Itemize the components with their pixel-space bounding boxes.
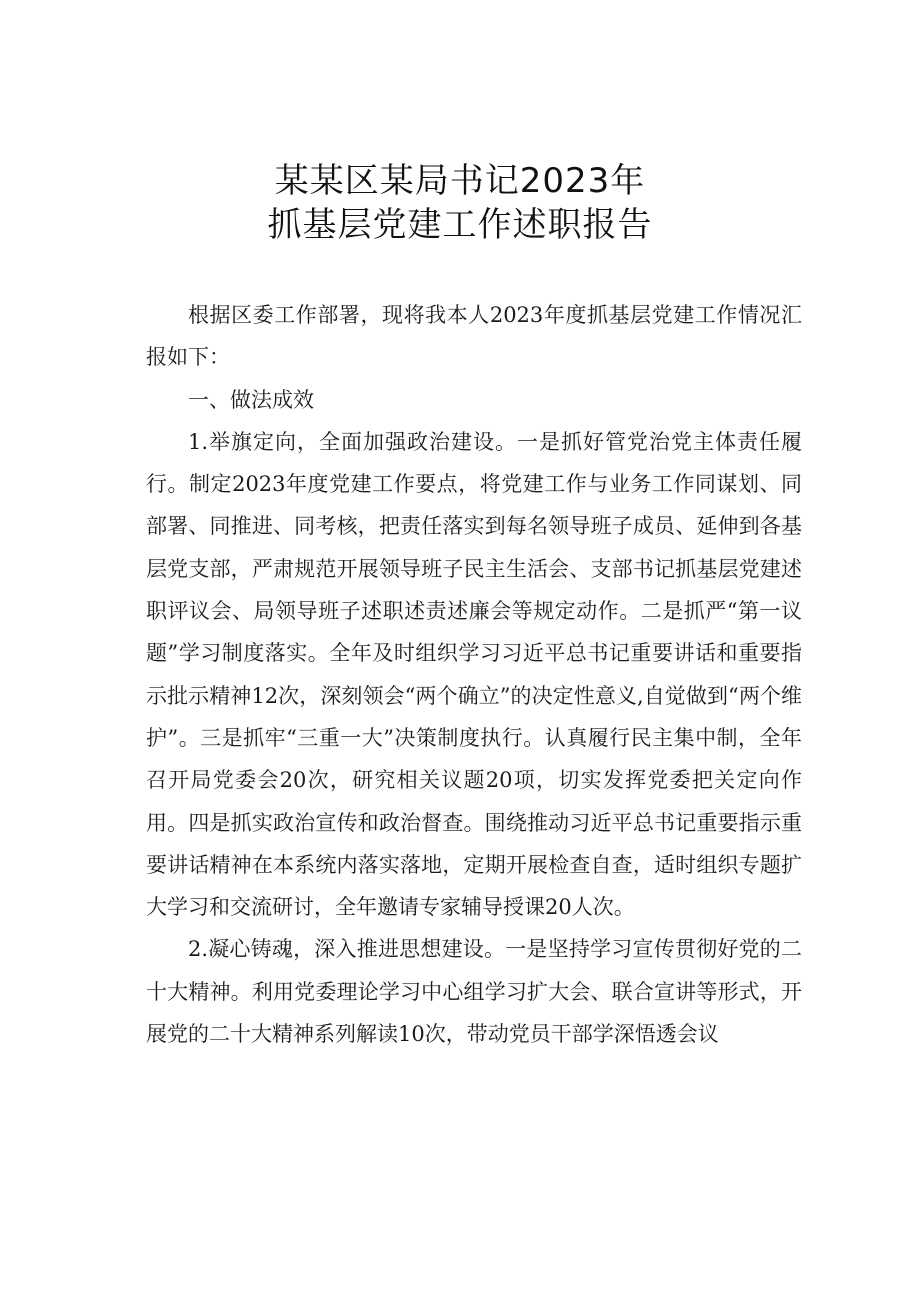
document-title-line-1: 某某区某局书记2023年	[274, 161, 646, 201]
section-heading: 一、做法成效	[188, 387, 314, 412]
intro-paragraph: 根据区委工作部署，现将我本人2023年度抓基层党建工作情况汇报如下：	[146, 303, 802, 370]
body-paragraph: 2.凝心铸魂，深入推进思想建设。一是坚持学习宣传贯彻好党的二十大精神。利用党委理论学习中心组学习扩大会、联合宣讲等形式，开展党的二十大精神系列解读10次，带动党员干部学深悟透会议	[146, 937, 802, 1047]
body-paragraph: 1.举旗定向，全面加强政治建设。一是抓好管党治党主体责任履行。制定2023年度党建工作要点，将党建工作与业务工作同谋划、同部署、同推进、同考核，把责任落实到每名领导班子成员、延伸到各基层党支部，严肃规范开展领导班子民主生活会、支部书记抓基层党建述职评议会、局领导班子述职述责述廉会等规定动作。二是抓严“第一议题”学习制度落实。全年及时组织学习习近平总书记重要讲话和重要指示批示精神12次，深刻领会“两个确立”的决定性意义,自觉做到“两个维护”。三是抓牢“三重一大”决策制度执行。认真履行民主集中制，全年召开局党委会20次，研究相关议题20项，切实发挥党委把关定向作用。四是抓实政治宣传和政治督查。围绕推动习近平总书记重要指示重要讲话精神在本系统内落实落地，定期开展检查自查，适时组织专题扩大学习和交流研讨，全年邀请专家辅导授课20人次。	[146, 429, 802, 920]
document-title-line-2: 抓基层党建工作述职报告	[267, 205, 653, 245]
document-body	[146, 294, 802, 1055]
